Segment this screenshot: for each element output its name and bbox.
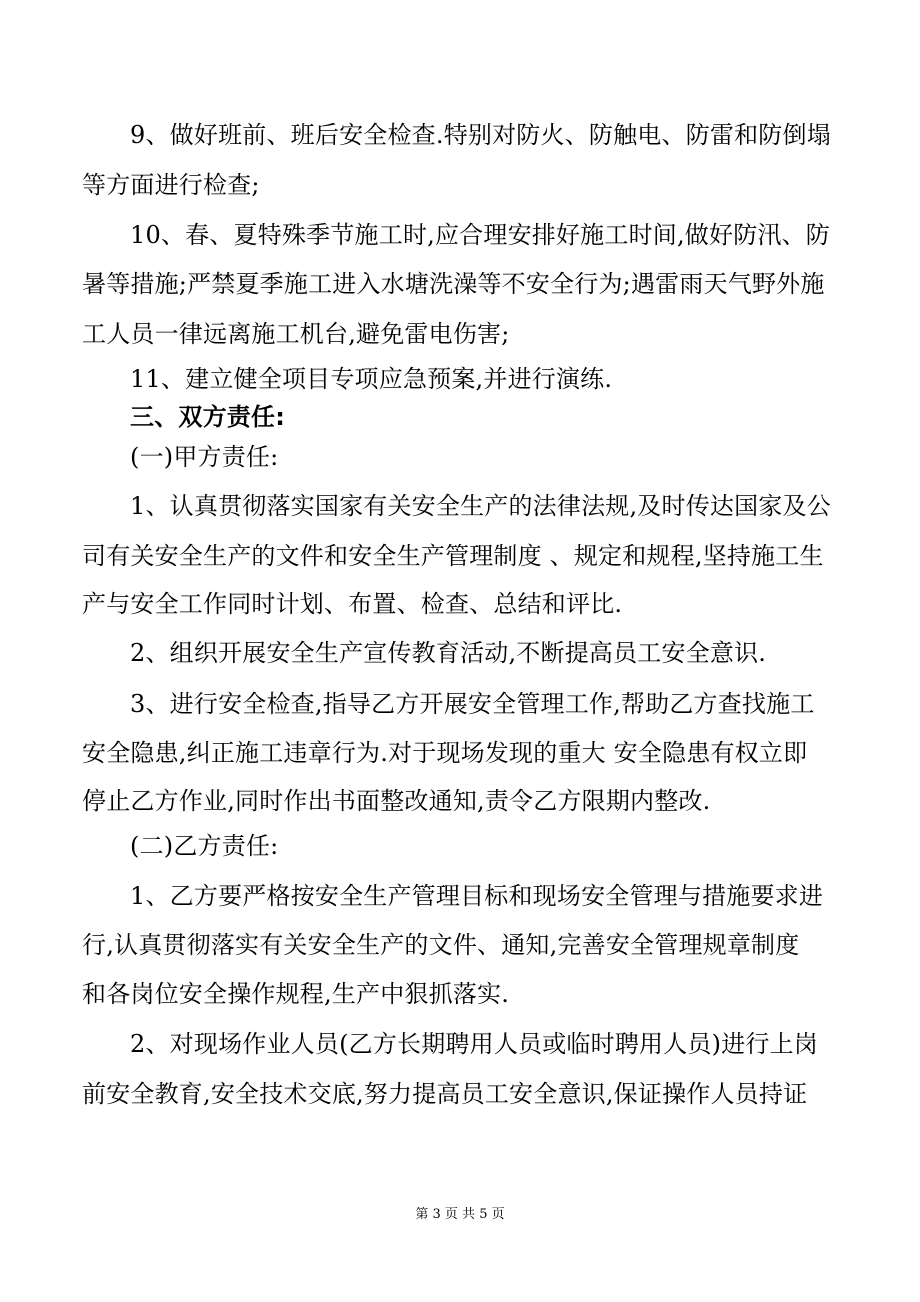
paragraph-line: 安全隐患,纠正施工违章行为.对于现场发现的重大 安全隐患有权立即 bbox=[82, 739, 808, 767]
paragraph-line: 和各岗位安全操作规程,生产中狠抓落实. bbox=[82, 980, 510, 1008]
paragraph-line: 停止乙方作业,同时作出书面整改通知,责令乙方限期内整改. bbox=[82, 787, 711, 815]
paragraph-line: 暑等措施;严禁夏季施工进入水塘洗澡等不安全行为;遇雷雨天气野外施 bbox=[82, 270, 825, 298]
paragraph-line: 11、建立健全项目专项应急预案,并进行演练. bbox=[130, 365, 613, 393]
paragraph-line: 9、做好班前、班后安全检查.特别对防火、防触电、防雷和防倒塌 bbox=[130, 121, 831, 149]
paragraph-line: 2、组织开展安全生产宣传教育活动,不断提高员工安全意识. bbox=[130, 639, 767, 667]
paragraph-line: 行,认真贯彻落实有关安全生产的文件、通知,完善安全管理规章制度 bbox=[82, 931, 800, 959]
paragraph-line: 前安全教育,安全技术交底,努力提高员工安全意识,保证操作人员持证 bbox=[82, 1080, 808, 1108]
paragraph-line: 2、对现场作业人员(乙方长期聘用人员或临时聘用人员)进行上岗 bbox=[130, 1030, 818, 1058]
page-number-footer: 第 3 页 共 5 页 bbox=[415, 1207, 505, 1222]
paragraph-line: 等方面进行检查; bbox=[82, 171, 260, 199]
paragraph-line: 3、进行安全检查,指导乙方开展安全管理工作,帮助乙方查找施工 bbox=[130, 690, 815, 718]
subsection-heading: (一)甲方责任: bbox=[130, 443, 279, 471]
subsection-heading: (二)乙方责任: bbox=[130, 832, 279, 860]
paragraph-line: 10、春、夏特殊季节施工时,应合理安排好施工时间,做好防汛、防 bbox=[130, 221, 830, 249]
paragraph-line: 1、认真贯彻落实国家有关安全生产的法律法规,及时传达国家及公 bbox=[130, 492, 831, 520]
paragraph-line: 产与安全工作同时计划、布置、检查、总结和评比. bbox=[82, 590, 623, 618]
paragraph-line: 工人员一律远离施工机台,避免雷电伤害; bbox=[82, 320, 510, 348]
paragraph-line: 1、乙方要严格按安全生产管理目标和现场安全管理与措施要求进 bbox=[130, 882, 824, 910]
paragraph-line: 司有关安全生产的文件和安全生产管理制度 、规定和规程,坚持施工生 bbox=[82, 542, 824, 570]
section-heading: 三、双方责任: bbox=[130, 403, 285, 431]
